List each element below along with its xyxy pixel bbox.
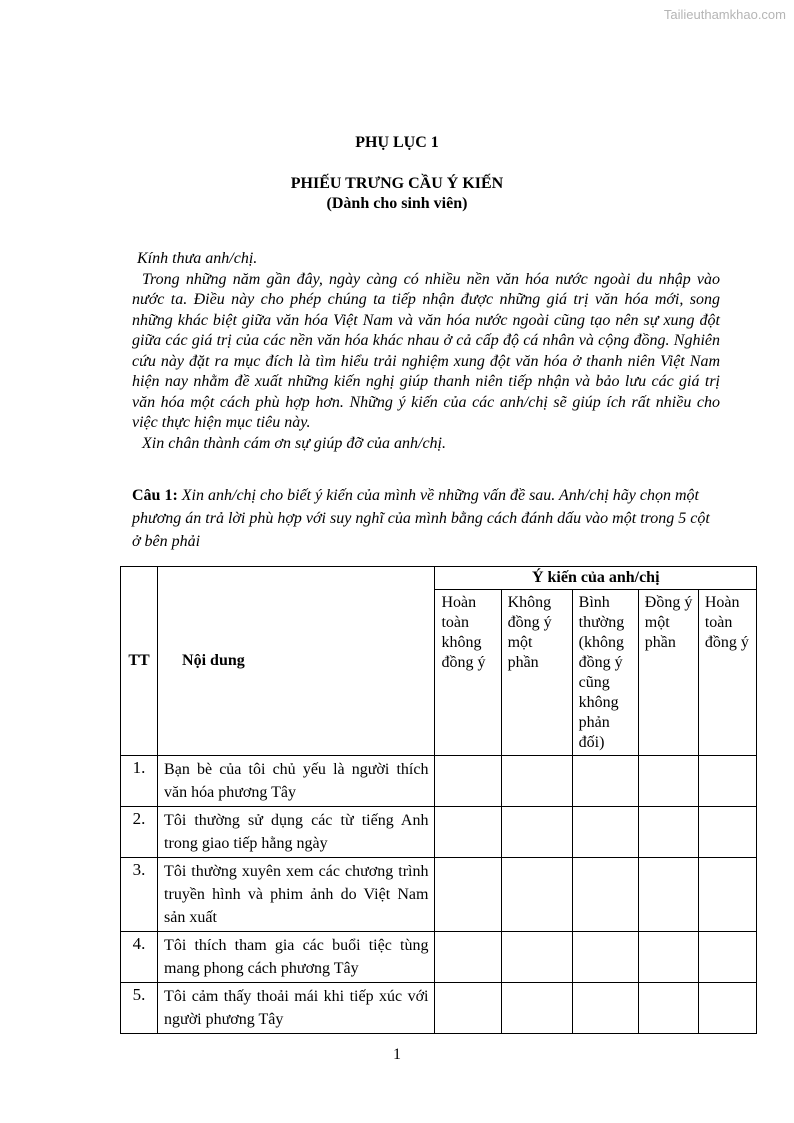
row-number: 5. (121, 983, 158, 1034)
option-strongly-agree: Hoàn toàn đồng ý (698, 590, 756, 756)
row-content: Tôi thường xuyên xem các chương trình truyền hình và phim ảnh do Việt Nam sản xuất (158, 858, 435, 932)
answer-cell[interactable] (435, 983, 501, 1034)
table-row (121, 983, 757, 1034)
row-number: 1. (121, 756, 158, 807)
answer-cell[interactable] (638, 756, 698, 807)
row-content: Tôi cảm thấy thoải mái khi tiếp xúc với người phương Tây (158, 983, 435, 1034)
table-row (121, 807, 757, 858)
answer-cell[interactable] (435, 807, 501, 858)
row-content: Bạn bè của tôi chủ yếu là người thích văn hóa phương Tây (158, 756, 435, 807)
option-neutral: Bình thường (không đồng ý cũng không phản đối) (572, 590, 638, 756)
question-1-label: Câu 1: (132, 487, 178, 504)
answer-cell[interactable] (501, 807, 572, 858)
row-number: 4. (121, 932, 158, 983)
answer-cell[interactable] (698, 858, 756, 932)
intro-greeting: Kính thưa anh/chị. (137, 250, 258, 267)
table-row (121, 932, 757, 983)
question-1 (132, 484, 722, 553)
answer-cell[interactable] (638, 932, 698, 983)
answer-cell[interactable] (572, 807, 638, 858)
page-number: 1 (393, 1046, 401, 1063)
row-content: Tôi thường sử dụng các từ tiếng Anh trong giao tiếp hằng ngày (158, 807, 435, 858)
intro-body: Trong những năm gần đây, ngày càng có nhiều nền văn hóa nước ngoài du nhập vào nước ta. Điều này cho phép chúng ta tiếp nhận được những giá trị văn hóa mới, song những khác biệt giữa văn hóa Việt Nam và văn hóa nước ngoài cũng tạo nên sự xung đột giữa các giá trị của các nền văn hóa khác nhau ở cả cấp độ cá nhân và cộng đồng. Nghiên cứu này đặt ra mục đích là tìm hiểu trải nghiệm xung đột văn hóa ở thanh niên Việt Nam hiện nay nhằm đề xuất những kiến nghị giúp thanh niên tiếp nhận và bảo lưu các giá trị văn hóa một cách phù hợp hơn. Những ý kiến của các anh/chị sẽ giúp ích rất nhiều cho việc thực hiện mục tiêu này. (132, 270, 720, 431)
answer-cell[interactable] (698, 756, 756, 807)
option-strongly-disagree: Hoàn toàn không đồng ý (435, 590, 501, 756)
form-subtitle: (Dành cho sinh viên) (326, 195, 468, 212)
answer-cell[interactable] (698, 807, 756, 858)
answer-cell[interactable] (501, 983, 572, 1034)
watermark: Tailieuthamkhao.com (663, 7, 786, 22)
question-1-text: Xin anh/chị cho biết ý kiến của mình về những vấn đề sau. Anh/chị hãy chọn một phương án trả lời phù hợp với suy nghĩ của mình bằng cách đánh dấu vào một trong 5 cột ở bên phải (132, 487, 710, 550)
survey-table (120, 566, 757, 1034)
answer-cell[interactable] (572, 932, 638, 983)
answer-cell[interactable] (435, 858, 501, 932)
row-number: 3. (121, 858, 158, 932)
table-row (121, 858, 757, 932)
form-title: PHIẾU TRƯNG CẦU Ý KIẾN (290, 175, 504, 192)
answer-cell[interactable] (698, 932, 756, 983)
answer-cell[interactable] (638, 858, 698, 932)
answer-cell[interactable] (501, 858, 572, 932)
row-number: 2. (121, 807, 158, 858)
table-row (121, 756, 757, 807)
answer-cell[interactable] (435, 756, 501, 807)
header-content: Nội dung (158, 567, 435, 756)
row-content: Tôi thích tham gia các buổi tiệc tùng mang phong cách phương Tây (158, 932, 435, 983)
intro-section (132, 249, 720, 454)
intro-thanks: Xin chân thành cám ơn sự giúp đỡ của anh/chị. (142, 434, 446, 452)
option-partly-disagree: Không đồng ý một phần (501, 590, 572, 756)
header-tt: TT (121, 567, 158, 756)
appendix-title: PHỤ LỤC 1 (355, 134, 439, 151)
option-partly-agree: Đồng ý một phần (638, 590, 698, 756)
answer-cell[interactable] (572, 983, 638, 1034)
answer-cell[interactable] (435, 932, 501, 983)
answer-cell[interactable] (638, 807, 698, 858)
answer-cell[interactable] (698, 983, 756, 1034)
answer-cell[interactable] (501, 932, 572, 983)
answer-cell[interactable] (501, 756, 572, 807)
header-opinion: Ý kiến của anh/chị (435, 567, 757, 590)
answer-cell[interactable] (572, 756, 638, 807)
answer-cell[interactable] (638, 983, 698, 1034)
answer-cell[interactable] (572, 858, 638, 932)
